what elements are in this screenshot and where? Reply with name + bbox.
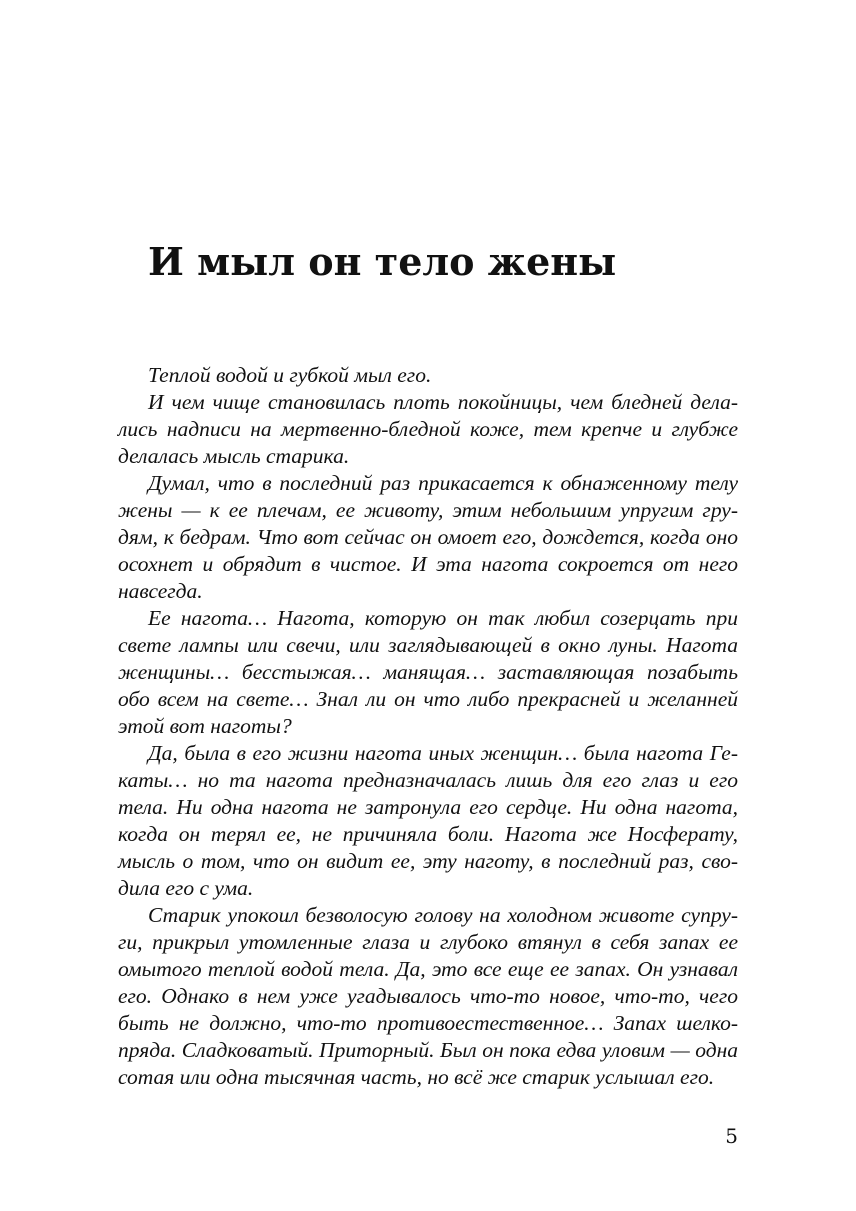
text-line: этой вот наготы? xyxy=(118,714,292,738)
text-line: ги, прикрыл утомленные глаза и глубоко втянул в себя запах ее xyxy=(118,930,738,954)
text-line: пряда. Сладковатый. Приторный. Был он пока едва уловим — одна xyxy=(118,1038,738,1062)
text-line: жены — к ее плечам, ее животу, этим небольшим упругим гру- xyxy=(118,498,738,522)
text-line: тела. Ни одна нагота не затронула его сердце. Ни одна нагота, xyxy=(118,795,738,819)
text-line: дила его с ума. xyxy=(118,876,254,900)
text-line: Думал, что в последний раз прикасается к обнаженному телу xyxy=(148,471,738,495)
text-line: сотая или одна тысячная часть, но всё же старик услышал его. xyxy=(118,1065,715,1089)
text-line: свете лампы или свечи, или заглядывающей в окно луны. Нагота xyxy=(118,633,738,657)
text-line: И чем чище становилась плоть покойницы, чем бледней дела- xyxy=(148,390,738,414)
text-line: его. Однако в нем уже угадывалось что-то новое, что-то, чего xyxy=(118,984,738,1008)
text-line: обо всем на свете… Знал ли он что либо прекрасней и желанней xyxy=(118,687,738,711)
text-line: Ее нагота… Нагота, которую он так любил созерцать при xyxy=(148,606,738,630)
text-line: каты… но та нагота предназначалась лишь для его глаз и его xyxy=(118,768,738,792)
text-line: дям, к бедрам. Что вот сейчас он омоет его, дождется, когда оно xyxy=(118,525,738,549)
text-line: женщины… бесстыжая… манящая… заставляющая позабыть xyxy=(118,660,738,684)
text-line: навсегда. xyxy=(118,579,203,603)
text-line: лись надписи на мертвенно-бледной коже, тем крепче и глубже xyxy=(118,417,738,441)
body-text xyxy=(118,362,738,1091)
text-line: делалась мысль старика. xyxy=(118,444,350,468)
chapter-title: И мыл он тело жены xyxy=(148,239,617,284)
page-number: 5 xyxy=(725,1124,738,1148)
text-line: Старик упокоил безволосую голову на холодном животе супру- xyxy=(148,903,738,927)
text-line: быть не должно, что-то противоестественное… Запах шелко- xyxy=(118,1011,738,1035)
text-line: когда он терял ее, не причиняла боли. Нагота же Носферату, xyxy=(118,822,738,846)
text-line: мысль о том, что он видит ее, эту наготу, в последний раз, сво- xyxy=(118,849,738,873)
text-line: Да, была в его жизни нагота иных женщин… была нагота Ге- xyxy=(148,741,738,765)
text-line: Теплой водой и губкой мыл его. xyxy=(148,363,432,387)
text-line: осохнет и обрядит в чистое. И эта нагота сокроется от него xyxy=(118,552,738,576)
text-line: омытого теплой водой тела. Да, это все еще ее запах. Он узнавал xyxy=(118,957,738,981)
